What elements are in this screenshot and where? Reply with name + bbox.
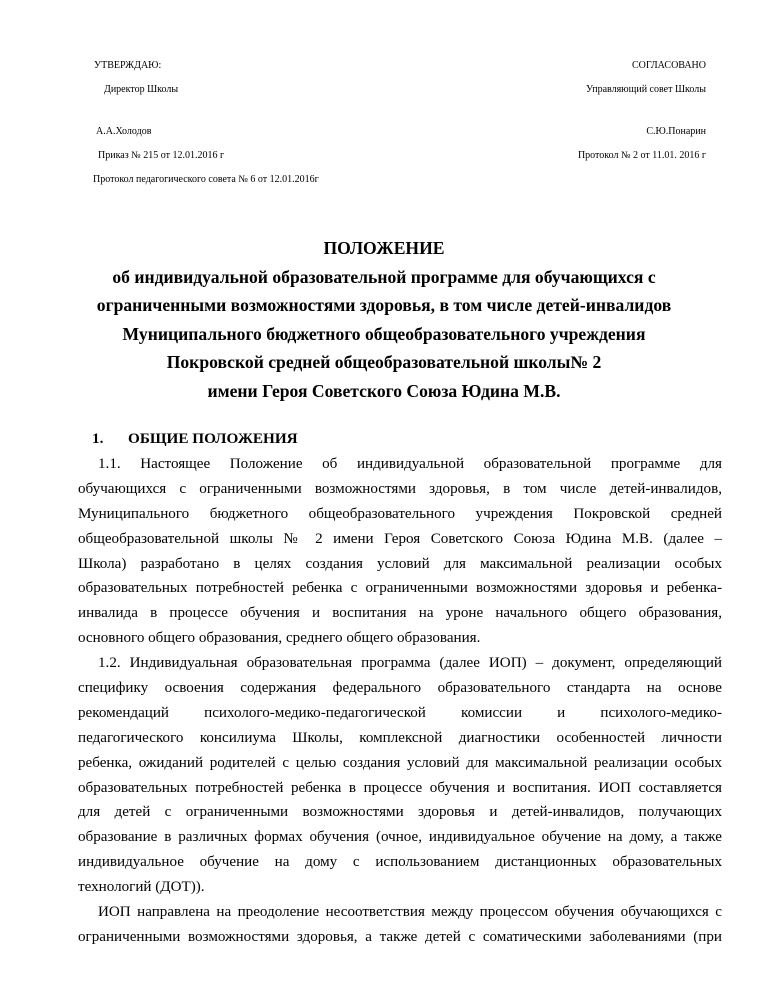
- section-heading: [92, 428, 298, 450]
- text-line: обучающихся с ограниченными возможностями здоровья, в том числе детей-инвалидов,: [78, 480, 722, 497]
- order-reference: Приказ № 215 от 12.01.2016 г: [98, 150, 225, 161]
- text-line: инвалида в процессе обучения и воспитания на уроне начального общего образования,: [78, 605, 722, 622]
- text-line: рекомендаций психолого-медико-педагогической комиссии и психолого-медико-: [78, 704, 722, 721]
- title-line-2: об индивидуальной образовательной программе для обучающихся с: [112, 266, 656, 287]
- text-line: ребенка, ожиданий родителей с целью создания условий для максимальной реализации особых: [78, 754, 722, 771]
- approve-label: УТВЕРЖДАЮ:: [94, 60, 162, 71]
- governing-council-label: Управляющий совет Школы: [586, 84, 706, 95]
- text-line: ИОП направлена на преодоление несоответствия между процессом обучения обучающихся с: [98, 904, 722, 921]
- title-line-4: Муниципального бюджетного общеобразовательного учреждения: [122, 323, 646, 344]
- text-line: общеобразовательной школы № 2 имени Героя Советского Союза Юдина М.В. (далее –: [78, 530, 722, 547]
- text-line: педагогического консилиума Школы, комплексной диагностики особенностей личности: [78, 729, 722, 746]
- director-position: Директор Школы: [104, 84, 179, 95]
- pedagogical-council-protocol: Протокол педагогического совета № 6 от 12.01.2016г: [93, 174, 319, 185]
- text-line: ограниченными возможностями здоровья, а также детей с соматическими заболеваниями (при: [78, 928, 722, 945]
- council-chair-name: С.Ю.Понарин: [646, 126, 706, 137]
- section-title: ОБЩИЕ ПОЛОЖЕНИЯ: [128, 430, 298, 447]
- text-line: технологий (ДОТ)).: [78, 879, 205, 896]
- section-number: 1.: [92, 430, 104, 447]
- title-line-5: Покровской средней общеобразовательной школы№ 2: [166, 352, 602, 372]
- document-title: [0, 234, 768, 405]
- council-protocol: Протокол № 2 от 11.01. 2016 г: [577, 150, 706, 161]
- title-line-6: имени Героя Советского Союза Юдина М.В.: [207, 380, 561, 401]
- title-line-1: ПОЛОЖЕНИЕ: [323, 238, 445, 258]
- title-line-3: ограниченными возможностями здоровья, в том числе детей-инвалидов: [96, 295, 672, 315]
- director-name: А.А.Холодов: [96, 126, 152, 137]
- text-line: основного общего образования, среднего общего образования.: [78, 630, 481, 647]
- text-line: образовательных потребностей ребенка в процессе обучения и воспитания. ИОП составляется: [78, 779, 722, 796]
- text-line: образование в различных формах обучения (очное, индивидуальное обучение на дому, а также: [78, 829, 722, 846]
- text-line: 1.1. Настоящее Положение об индивидуальной образовательной программе для: [98, 456, 722, 472]
- agreed-label: СОГЛАСОВАНО: [631, 60, 706, 71]
- text-line: специфику освоения содержания федерального образовательного стандарта на основе: [78, 680, 722, 697]
- text-line: образовательных потребностей ребенка с ограниченными возможностями здоровья и ребенка-: [78, 580, 722, 597]
- text-line: для детей с ограниченными возможностями здоровья и детей-инвалидов, получающих: [78, 804, 722, 821]
- text-line: Школа) разработано в целях создания условий для максимальной реализации особых: [78, 555, 722, 572]
- body-text: [78, 452, 722, 950]
- text-line: индивидуальное обучение на дому с использованием дистанционных образовательных: [78, 854, 722, 871]
- text-line: 1.2. Индивидуальная образовательная программа (далее ИОП) – документ, определяющий: [98, 655, 722, 672]
- text-line: Муниципального бюджетного общеобразовательного учреждения Покровской средней: [78, 505, 722, 522]
